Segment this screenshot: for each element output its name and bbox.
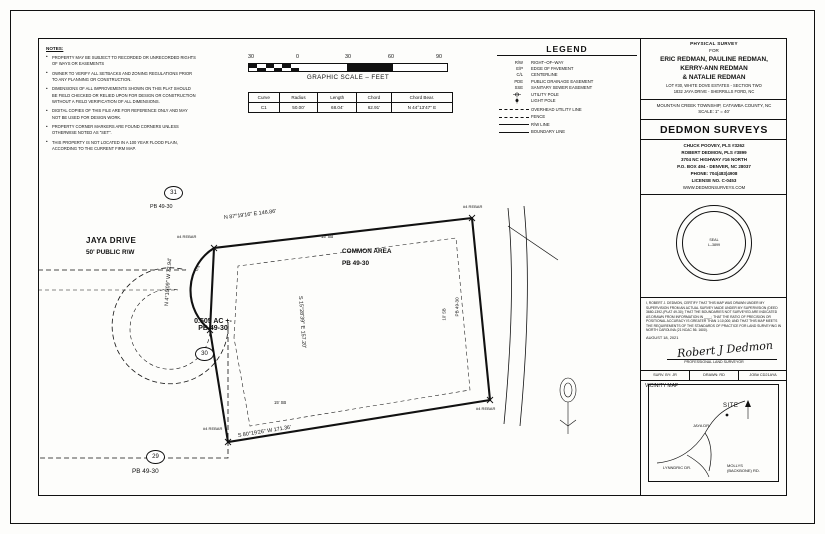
legend-desc: SANITARY SEWER EASEMENT xyxy=(531,85,593,91)
surveyed-by: SURV. BY: JR xyxy=(641,371,690,380)
notes-title: NOTES: xyxy=(46,46,64,51)
rebar-ne-label: #4 REBAR xyxy=(463,204,483,209)
setback-right-label: 10' SB xyxy=(441,308,447,321)
note-item: • DIGITAL COPIES OF THIS FILE ARE FOR REFERENCE ONLY AND MAY NOT BE USED FOR DESIGN WORK. xyxy=(46,108,196,120)
curve-cell: C1 xyxy=(249,103,280,113)
certification-text: I, ROBERT J. DEDMON, CERTIFY THAT THIS MAP WAS DRAWN UNDER MY SUPERVISION FROM AN ACTUAL SURVEY MADE UNDER MY SUPERVISION (DEED 3680-1392-(PLAT 49-30); THAT THE BOUNDARIES NOT SURVEYED ARE INDICATED AS DRAWN FROM INFORMATION IN ____; THAT THE RATIO OF PRECISION OR POSITIONAL ACCURACY IS GREATER THAN 1:10,000; AND THAT THIS MAP MEETS THE REQUIREMENTS OF THE STANDARDS OF PRACTICE FOR LAND SURVEYING IN NORTH CAROLINA (21 NCAC 56. 1600). xyxy=(646,301,782,333)
note-item: • DIMENSIONS OF ALL IMPROVEMENTS SHOWN ON THIS PLAT SHOULD BE FIELD CHECKED OR RELIED UPON FOR DESIGN OR CONSTRUCTION WITHOUT A FIELD VERIFICATION OF ALL DIMENSIONS. xyxy=(46,86,196,104)
firm-info-line: CHUCK POOVEY, PLS #3262 xyxy=(683,142,745,148)
lot-acreage: 0.505 AC +- xyxy=(194,318,232,325)
survey-for-label: FOR xyxy=(709,47,719,53)
title-block-header xyxy=(641,38,787,100)
legend-desc: OVERHEAD UTILITY LINE xyxy=(531,106,582,112)
vicinity-site-label: SITE xyxy=(723,403,739,409)
township-line: MOUNTAIN CREEK TOWNSHIP, CATAWBA COUNTY, NC xyxy=(656,102,772,108)
rebar-nw-label: #4 REBAR xyxy=(177,234,197,239)
legend-title: LEGEND xyxy=(497,44,637,56)
vicinity-jaya-label: JAYA DR. xyxy=(693,423,711,428)
seal-line: SEAL xyxy=(709,238,719,243)
firm-info-line: ROBERT DEDMON, PLS #3899 xyxy=(681,149,747,155)
lot-area-label xyxy=(168,318,258,332)
right-plat-label: PB 49-30 xyxy=(454,297,460,317)
scale-tick: 90 xyxy=(436,54,442,60)
signature-area xyxy=(641,338,787,370)
owner-line: KERRY-ANN REDMAN xyxy=(680,64,748,72)
survey-type: PHYSICAL SURVEY xyxy=(690,41,738,46)
legend-abbr: C/L xyxy=(516,72,523,78)
lot-30-marker: 30 xyxy=(195,347,214,361)
signature-label: PROFESSIONAL LAND SURVEYOR xyxy=(684,359,744,364)
survey-date: AUGUST 18, 2021 xyxy=(646,334,679,340)
owner-line: ERIC REDMAN, PAULINE REDMAN, xyxy=(660,56,768,64)
curve-cell: 50.00' xyxy=(279,103,318,113)
vicinity-mollys-label: MOLLYS (BACKBONE) RD. xyxy=(727,463,760,473)
legend-desc: R\W LINE xyxy=(531,121,550,127)
lot-31-marker: 31 xyxy=(164,186,183,200)
legend-abbr: PDE xyxy=(514,78,523,84)
township-block xyxy=(641,100,787,120)
curve-table-header: Chord xyxy=(357,93,392,103)
lot-29-marker: 29 xyxy=(146,450,165,464)
firm-info-line: P.O. BOX 494 - DENVER, NC 28037 xyxy=(677,163,751,169)
legend-desc: BOUNDARY LINE xyxy=(531,129,566,135)
curve-cell: 62.91' xyxy=(357,103,392,113)
address-line: 1832 JAYA DRIVE - SHERRILLS FORD, NC xyxy=(673,89,755,95)
drawn-by: DRAWN: RD xyxy=(690,371,739,380)
note-item: • THIS PROPERTY IS NOT LOCATED IN A 100 YEAR FLOOD PLAIN, ACCORDING TO THE CURRENT FIRM MAP. xyxy=(46,140,196,152)
scale-tick: 30 xyxy=(248,54,254,60)
certification-block xyxy=(641,298,787,371)
seal-line: L–3899 xyxy=(708,243,720,248)
firm-info xyxy=(641,140,787,195)
lot-31-plat: PB 49-30 xyxy=(150,204,173,210)
legend-desc: EDGE OF PAVEMENT xyxy=(531,66,574,72)
firm-name: DEDMON SURVEYS xyxy=(641,120,787,140)
legend-abbr: SSE xyxy=(514,85,523,91)
surveyor-seal xyxy=(641,195,787,298)
firm-info-line: LICENSE NO. C-0453 xyxy=(691,177,737,183)
firm-info-line: 3704 NC HIGHWAY #16 NORTH xyxy=(680,156,748,162)
note-item: • PROPERTY CORNER MARKERS ARE FOUND CORNERS UNLESS OTHERWISE NOTED AS "SET". xyxy=(46,124,196,136)
curve-table-header: Length xyxy=(318,93,357,103)
common-area-plat: PB 49-30 xyxy=(342,260,369,267)
lot-plat-ref: PB 49-30 xyxy=(198,325,228,332)
bearing-north-label: N 87°19'16" E 146.86' xyxy=(223,208,277,221)
scale-tick: 0 xyxy=(296,54,299,60)
vicinity-lynndric-label: LYNNDRIC DR. xyxy=(663,465,692,470)
street-name-label: JAYA DRIVE xyxy=(86,236,137,245)
lot-29-plat: PB 49-30 xyxy=(132,468,159,475)
legend-abbr: E/P xyxy=(516,66,523,72)
bearing-west-label: N 4°10'09" W 72.94' xyxy=(164,257,174,307)
curve-cell: 68.04' xyxy=(318,103,357,113)
scale-caption: GRAPHIC SCALE – FEET xyxy=(306,74,390,81)
common-area-label: COMMON AREA xyxy=(342,248,392,255)
seal-icon xyxy=(676,205,752,281)
signature: Robert J Dedmon xyxy=(676,338,774,360)
scale-note: SCALE: 1" = 40' xyxy=(698,109,730,115)
scale-tick: 30 xyxy=(345,54,351,60)
legend-abbr: R/W xyxy=(514,59,523,65)
vicinity-map-title: VICINITY MAP xyxy=(645,382,679,389)
job-number: JOB# CD21AYA xyxy=(749,373,777,378)
firm-website: WWW.DEDMONSURVEYS.COM xyxy=(682,184,746,190)
plat-drawing xyxy=(38,38,640,496)
legend-desc: RIGHT–OF–WAY xyxy=(531,59,564,65)
note-item: • PROPERTY MAY BE SUBJECT TO RECORDED OR UNRECORDED RIGHTS OF WAYS OR EASEMENTS xyxy=(46,55,196,67)
bearing-south-label: S 80°19'26" W 171.36' xyxy=(237,424,292,439)
rebar-se-label: #4 REBAR xyxy=(476,406,496,411)
rebar-sw-label: #4 REBAR xyxy=(203,426,223,431)
scale-tick: 60 xyxy=(388,54,394,60)
legend-desc: LIGHT POLE xyxy=(531,98,556,104)
setback-top-label: 15' SB xyxy=(321,234,334,239)
legend-desc: CENTERLINE xyxy=(531,72,558,78)
setback-bottom-label: 15' SB xyxy=(274,400,287,405)
legend-desc: UTILITY POLE xyxy=(531,91,559,97)
seal-text xyxy=(708,238,720,248)
firm-info-line: PHONE: 704(483)4908 xyxy=(690,170,738,176)
vicinity-map xyxy=(648,384,779,482)
bearing-east-label: S 15°28'39" E 157.20' xyxy=(297,295,307,349)
curve-cell: N 44°13'47" E xyxy=(391,103,452,113)
curve-table-header: Curve xyxy=(249,93,280,103)
property-address xyxy=(645,83,783,95)
owner-names xyxy=(645,56,783,82)
note-item: • OWNER TO VERIFY ALL SETBACKS AND ZONING REGULATIONS PRIOR TO ANY PLANNING OR CONSTRUCTION. xyxy=(46,71,196,83)
address-line: LOT #30, WHITE DOVE ESTATES - SECTION TWO xyxy=(666,83,762,89)
curve-label: C1 xyxy=(194,264,202,273)
plat-geometry xyxy=(38,38,640,496)
legend-desc: FENCE xyxy=(531,114,546,120)
owner-line: & NATALIE REDMAN xyxy=(682,73,746,81)
job-info-grid xyxy=(641,371,787,381)
curve-table-header: Radius xyxy=(279,93,318,103)
legend-desc: PUBLIC DRAINAGE EASEMENT xyxy=(531,78,594,84)
street-row-label: 50' PUBLIC R\W xyxy=(86,249,135,256)
curve-table-header: Chord Bear. xyxy=(391,93,452,103)
